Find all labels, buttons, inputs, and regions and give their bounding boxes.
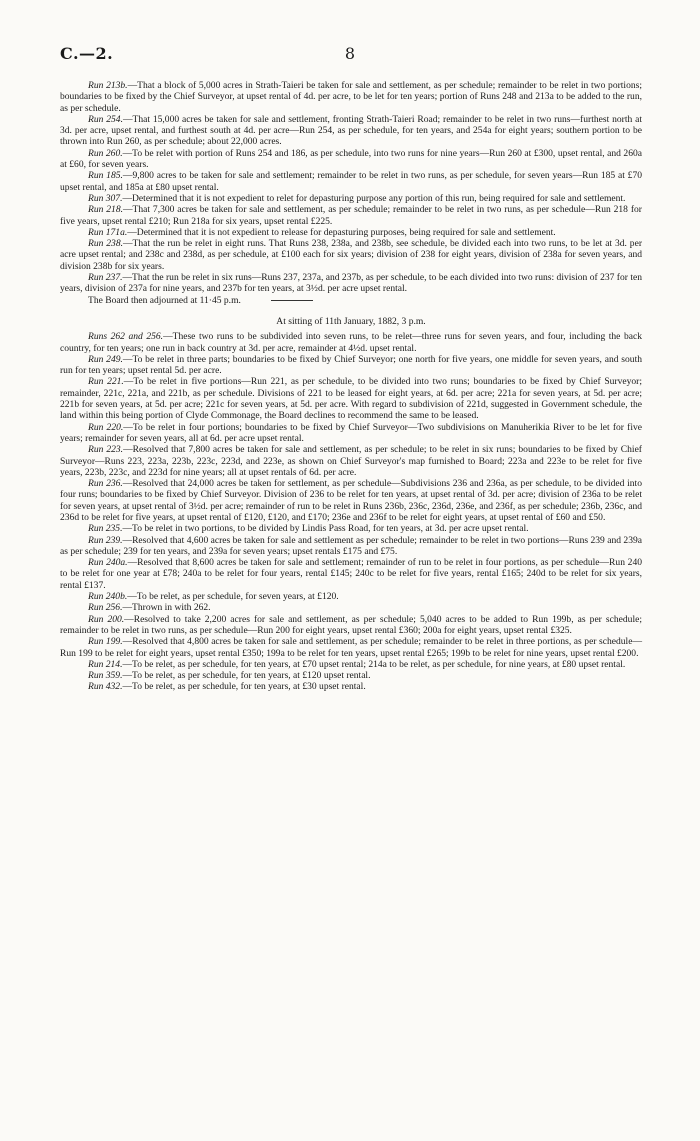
paragraph-text: —That 7,300 acres be taken for sale and settlement, as per schedule; remainder to be relet in two runs, as per schedule—Run 218 for five years, upset rental £210; Run 218a for six years, upset rental £225. bbox=[60, 204, 642, 227]
run-reference: Run 214. bbox=[88, 658, 123, 670]
minute-paragraph bbox=[60, 204, 642, 227]
run-reference: Run 240b. bbox=[88, 591, 128, 603]
run-reference: Run 237. bbox=[88, 272, 123, 284]
run-reference: Runs 262 and 256. bbox=[88, 331, 164, 343]
minute-paragraph bbox=[60, 227, 642, 238]
run-reference: Run 171a. bbox=[88, 226, 128, 238]
run-reference: Run 213b. bbox=[88, 80, 128, 91]
paragraph-text: —Determined that it is not expedient to release for depasturing purposes, being required for sale and settlement. bbox=[127, 226, 556, 238]
run-reference: Run 238. bbox=[88, 238, 123, 250]
minute-paragraph bbox=[60, 659, 642, 670]
minute-paragraph bbox=[60, 614, 642, 637]
section-rule bbox=[271, 300, 313, 301]
sitting-heading: At sitting of 11th January, 1882, 3 p.m. bbox=[276, 315, 426, 327]
run-reference: Run 249. bbox=[88, 353, 123, 365]
paragraph-text: —Resolved that 4,600 acres be taken for sale and settlement as per schedule; remainder to be relet in two portions—Runs 239 and 239a as per schedule; 239 for ten years, and 239a for seven years; upset rentals £175 and £75. bbox=[60, 534, 642, 557]
minute-paragraph bbox=[60, 602, 642, 613]
minute-paragraph bbox=[60, 478, 642, 523]
adjournment-text: The Board then adjourned at 11·45 p.m. bbox=[88, 294, 241, 306]
paragraph-text: —That 15,000 acres be taken for sale and settlement, fronting Strath-Taieri Road; remainder to be relet in two runs—furthest north at 3d. per acre, upset rental, and furthest south at 4d. per acre—Run 254, as per schedule, for ten years, and 254a for eight years; southern portion to be thrown into Run 260, as per schedule; about 22,000 acres. bbox=[60, 113, 642, 148]
paragraph-text: —Resolved that 4,800 acres be taken for sale and settlement, as per schedule; remainder to be relet in three portions, as per schedule—Run 199 to be relet for eight years, upset rental £350; 199a to be relet for ten years, upset rental £265; 199b to be relet for nine years, upset rental £200. bbox=[60, 636, 642, 659]
minute-paragraph bbox=[60, 681, 642, 692]
minute-paragraph bbox=[60, 80, 642, 114]
paragraph-text: —To be relet in five portions—Run 221, as per schedule, to be divided into two runs; boundaries to be fixed by Chief Surveyor; remainder, 221c, 221a, and 221b, as per schedule. Divisions of 221 to be leased for eight years, at 6d. per acre; 221a for seven years, at 5d. per acre; 221b for seven years, at 5d. per acre; 221c for seven years, at 5d. per acre. With regard to subdivision of 221d, suggested in Government schedule, the land within this being portion of Clyde Commonage, the Board declines to recommend the same to be leased. bbox=[60, 376, 642, 422]
minute-paragraph bbox=[60, 238, 642, 272]
run-reference: Run 220. bbox=[88, 421, 124, 433]
minute-paragraph bbox=[60, 444, 642, 478]
paragraph-text: —Determined that it is not expedient to relet for depasturing purpose any portion of this run, being required for sale and settlement. bbox=[122, 192, 626, 204]
run-reference: Run 223. bbox=[88, 444, 124, 456]
paragraph-text: —Resolved that 7,800 acres be taken for sale and settlement, as per schedule; to be relet in six runs; boundaries to be fixed by Chief Surveyor—Runs 223, 223a, 223b, 223c, 223d, and 223e, as shown on Chief Surveyor's map furnished to Board; 223a and 223e to be relet for five years, 223b, 223c, and 223d for nine years; all at upset rentals of 6d. per acre. bbox=[60, 444, 642, 478]
paragraph-text: —Resolved that 8,600 acres be taken for sale and settlement; remainder of run to be relet in four portions, as per schedule—Run 240 to be relet for one year at £78; 240a to be relet for four years, rental £145; 240c to be relet for five years, rental £165; 240d to be relet for six years, rental £137. bbox=[60, 557, 642, 591]
run-reference: Run 199. bbox=[88, 636, 123, 648]
paragraph-text: —To be relet in three parts; boundaries to be fixed by Chief Surveyor; one north for five years, one middle for seven years, and south run for ten years; upset rental 5d. per acre. bbox=[60, 353, 642, 377]
minutes-section-second bbox=[60, 331, 642, 693]
document-body bbox=[60, 80, 642, 693]
run-reference: Run 256. bbox=[88, 602, 123, 614]
run-reference: Run 218. bbox=[88, 204, 123, 216]
paragraph-text: —To be relet with portion of Runs 254 and 186, as per schedule, into two runs for nine years—Run 260 at £300, upset rental, and 260a at £60, for seven years. bbox=[60, 147, 642, 171]
paragraph-text: —That the run be relet in eight runs. That Runs 238, 238a, and 238b, see schedule, be divided each into two runs, to be let at 3d. per acre upset rental; and 238c and 238d, as per schedule, at £100 each for six years; division of 238 for eight years, division of 238a for seven years, and division 238b for six years. bbox=[60, 238, 643, 272]
run-reference: Run 239. bbox=[88, 534, 123, 546]
minute-paragraph bbox=[60, 535, 642, 558]
run-reference: Run 235. bbox=[88, 523, 123, 535]
run-reference: Run 185. bbox=[88, 170, 123, 182]
paragraph-text: —Resolved that 24,000 acres be taken for settlement, as per schedule—Subdivisions 236 and 236a, as per schedule, to be divided into four runs; boundaries to be fixed by Chief Surveyor. Division of 236 to be relet for ten years, at upset rental of 3d. per acre; division of 236a to be relet for seven years, at upset rental of 3½d. per acre; remainder of run to be relet in Runs 236b, 236c, 236d, 236e, and 236f, as per schedule; 236b, 236c, and 236d to be relet for five years, at upset rental of £120, £120, and £170; 236e and 236f to be relet for eight years, at upset rental of £60 and £50. bbox=[60, 478, 642, 523]
paragraph-text: —To be relet, as per schedule, for ten years, at £30 upset rental. bbox=[122, 681, 366, 693]
run-reference: Run 359. bbox=[88, 670, 123, 682]
minute-paragraph bbox=[60, 331, 642, 354]
minute-paragraph bbox=[60, 193, 642, 204]
paragraph-text: —To be relet, as per schedule, for ten years, at £70 upset rental; 214a to be relet, as per schedule, for nine years, at £80 upset rental. bbox=[122, 658, 626, 670]
adjournment-line bbox=[60, 295, 642, 306]
paragraph-text: —These two runs to be subdivided into seven runs, to be relet—three runs for seven years, and four, including the back country, for ten years; one run in back country at 3d. per acre, remainder at 4½d. upset rental. bbox=[60, 331, 642, 354]
paragraph-text: —That a block of 5,000 acres in Strath-Taieri be taken for sale and settlement, as per schedule; remainder to be relet in two portions; boundaries to be fixed by the Chief Surveyor, at upset rental of 4d. per acre, to be let for ten years; portion of Runs 248 and 213a to be added to the run, as per schedule. bbox=[60, 80, 642, 114]
paragraph-text: —9,800 acres to be taken for sale and settlement; remainder to be relet in two runs, as per schedule, for seven years—Run 185 at £70 upset rental, and 185a at £80 upset rental. bbox=[60, 170, 642, 193]
paragraph-text: —Thrown in with 262. bbox=[122, 602, 211, 614]
minute-paragraph bbox=[60, 422, 642, 445]
paragraph-text: —To be relet in four portions; boundaries to be fixed by Chief Surveyor—Two subdivisions on Manuherikia River to be let for five years; remainder for seven years, all at 6d. per acre upset rental. bbox=[60, 421, 642, 444]
paragraph-text: —To be relet, as per schedule, for ten years, at £120 upset rental. bbox=[122, 670, 371, 682]
run-reference: Run 236. bbox=[88, 478, 123, 490]
minute-paragraph bbox=[60, 272, 642, 295]
run-reference: Run 200. bbox=[88, 613, 125, 625]
minute-paragraph bbox=[60, 670, 642, 681]
run-reference: Run 240a. bbox=[88, 557, 128, 569]
minute-paragraph bbox=[60, 591, 642, 602]
page-number: 8 bbox=[344, 44, 356, 63]
minute-paragraph bbox=[60, 557, 642, 591]
minute-paragraph bbox=[60, 354, 642, 377]
minute-paragraph bbox=[60, 170, 642, 193]
minute-paragraph bbox=[60, 523, 642, 534]
paragraph-text: —Resolved to take 2,200 acres for sale and settlement, as per schedule; 5,040 acres to be added to Run 199b, as per schedule; remainder to be relet in two runs, as per schedule—Run 200 for eight years, upset rental £360; 200a for eight years, upset rental £325. bbox=[60, 613, 642, 636]
page-header bbox=[60, 44, 640, 66]
minute-paragraph bbox=[60, 636, 642, 659]
minute-paragraph bbox=[60, 148, 642, 171]
run-reference: Run 432. bbox=[88, 681, 123, 693]
run-reference: Run 260. bbox=[88, 147, 123, 159]
paragraph-text: —That the run be relet in six runs—Runs 237, 237a, and 237b, as per schedule, to be each divided into two runs: division of 237 for ten years, division of 237a for nine years, and 237b for ten years, at 3½d. per acre upset rental. bbox=[60, 272, 642, 295]
minutes-section-first bbox=[60, 80, 642, 295]
minute-paragraph bbox=[60, 114, 642, 148]
run-reference: Run 307. bbox=[88, 192, 123, 204]
document-reference: C.—2. bbox=[60, 44, 114, 63]
minute-paragraph bbox=[60, 376, 642, 421]
paragraph-text: —To be relet in two portions, to be divided by Lindis Pass Road, for ten years, at 3d. per acre upset rental. bbox=[122, 523, 529, 535]
run-reference: Run 254. bbox=[88, 113, 123, 125]
paragraph-text: —To be relet, as per schedule, for seven years, at £120. bbox=[127, 591, 339, 603]
run-reference: Run 221. bbox=[88, 376, 124, 388]
